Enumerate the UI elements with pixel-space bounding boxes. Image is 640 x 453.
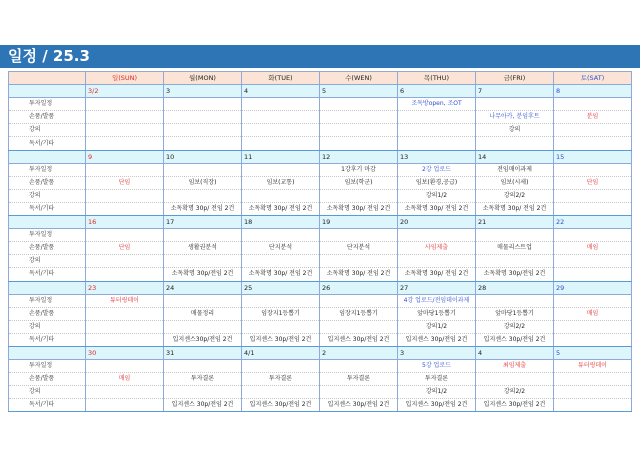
schedule-row: [9, 124, 632, 137]
schedule-cell: 입지센스 30p/전임 2건: [476, 399, 554, 412]
weekday-header-row: [9, 72, 632, 85]
row-label: 투자일정: [9, 360, 86, 373]
schedule-row: [9, 242, 632, 255]
schedule-cell: [554, 202, 632, 215]
date-cell: 12: [320, 150, 398, 163]
schedule-cell: [320, 386, 398, 399]
weekday-header: 금(FRI): [476, 72, 554, 85]
date-cell: 5: [320, 85, 398, 98]
schedule-cell: 단임: [86, 176, 164, 189]
schedule-cell: 임보(환경,공급): [398, 176, 476, 189]
schedule-cell: [320, 229, 398, 242]
row-label: 투자일정: [9, 294, 86, 307]
schedule-cell: [242, 229, 320, 242]
date-cell: 18: [242, 216, 320, 229]
schedule-cell: 매임: [554, 242, 632, 255]
schedule-cell: [164, 255, 242, 268]
schedule-cell: 튜터링데이: [86, 294, 164, 307]
date-cell: 19: [320, 216, 398, 229]
date-cell: 24: [164, 281, 242, 294]
schedule-cell: 단지분석: [242, 242, 320, 255]
schedule-cell: [86, 320, 164, 333]
schedule-cell: [86, 124, 164, 137]
date-row-label: [9, 281, 86, 294]
date-cell: 3: [164, 85, 242, 98]
schedule-cell: [320, 137, 398, 150]
row-label: 손품/발품: [9, 242, 86, 255]
schedule-cell: 단임: [554, 176, 632, 189]
schedule-cell: 임보(직장): [164, 176, 242, 189]
schedule-cell: [164, 98, 242, 111]
schedule-cell: [320, 98, 398, 111]
schedule-cell: 매물정리: [164, 307, 242, 320]
schedule-cell: [320, 111, 398, 124]
schedule-cell: 매임: [86, 373, 164, 386]
schedule-cell: [164, 320, 242, 333]
schedule-cell: [554, 255, 632, 268]
date-cell: 4: [242, 85, 320, 98]
schedule-cell: [554, 98, 632, 111]
schedule-cell: [476, 294, 554, 307]
schedule-cell: [242, 163, 320, 176]
schedule-cell: [164, 294, 242, 307]
schedule-row: [9, 137, 632, 150]
schedule-cell: 소독확명 30p/전임 2건: [476, 268, 554, 281]
schedule-cell: 4강 업로드/전임데이과제: [398, 294, 476, 307]
header-corner: [9, 72, 86, 85]
date-cell: 4/1: [242, 346, 320, 359]
schedule-cell: 임보(시세): [476, 176, 554, 189]
schedule-row: [9, 176, 632, 189]
schedule-cell: 투자결론: [398, 373, 476, 386]
schedule-cell: 소독확명 30p/ 전임 2건: [242, 268, 320, 281]
schedule-cell: [476, 98, 554, 111]
schedule-cell: 1강후기 마감: [320, 163, 398, 176]
schedule-cell: 투자결론: [242, 373, 320, 386]
schedule-cell: 임장지1등뽑기: [242, 307, 320, 320]
date-cell: 3/2: [86, 85, 164, 98]
schedule-cell: [320, 189, 398, 202]
schedule-cell: 소독확명 30p/ 전임 2건: [164, 202, 242, 215]
schedule-calendar: [8, 71, 632, 412]
schedule-cell: [320, 294, 398, 307]
date-cell: 8: [554, 85, 632, 98]
schedule-cell: [320, 320, 398, 333]
date-row-label: [9, 85, 86, 98]
row-label: 투자일정: [9, 98, 86, 111]
date-cell: 11: [242, 150, 320, 163]
schedule-row: [9, 320, 632, 333]
date-row-label: [9, 216, 86, 229]
weekday-header: 목(THU): [398, 72, 476, 85]
schedule-cell: 입지센스 30p/전임 2건: [398, 399, 476, 412]
schedule-cell: [320, 360, 398, 373]
schedule-cell: 강의2/2: [476, 189, 554, 202]
schedule-cell: [476, 255, 554, 268]
schedule-cell: [164, 386, 242, 399]
schedule-cell: 입지센스 30p/전임 2건: [398, 333, 476, 346]
schedule-row: [9, 333, 632, 346]
schedule-cell: [554, 163, 632, 176]
schedule-cell: 입지센스 30p/전임 2건: [320, 333, 398, 346]
date-cell: 16: [86, 216, 164, 229]
row-label: 독서/기타: [9, 399, 86, 412]
schedule-row: [9, 189, 632, 202]
schedule-row: [9, 163, 632, 176]
schedule-cell: [476, 229, 554, 242]
schedule-cell: 입지센스 30p/전임 2건: [320, 399, 398, 412]
schedule-cell: [164, 229, 242, 242]
schedule-cell: 최임제출: [476, 360, 554, 373]
schedule-cell: 강의2/2: [476, 320, 554, 333]
schedule-cell: 매물리스트업: [476, 242, 554, 255]
schedule-cell: [476, 373, 554, 386]
weekday-header: 일(SUN): [86, 72, 164, 85]
title-bar: [0, 45, 640, 68]
schedule-cell: [86, 268, 164, 281]
schedule-row: [9, 98, 632, 111]
weekday-header: 토(SAT): [554, 72, 632, 85]
schedule-cell: 임보(교통): [242, 176, 320, 189]
date-cell: 10: [164, 150, 242, 163]
date-cell: 31: [164, 346, 242, 359]
schedule-cell: 강의1/2: [398, 189, 476, 202]
row-label: 강의: [9, 255, 86, 268]
schedule-cell: [320, 124, 398, 137]
row-label: 독서/기타: [9, 333, 86, 346]
date-cell: 22: [554, 216, 632, 229]
schedule-cell: 나무아카, 분임후트: [476, 111, 554, 124]
date-cell: 3: [398, 346, 476, 359]
date-cell: 13: [398, 150, 476, 163]
schedule-cell: 2강 업로드: [398, 163, 476, 176]
schedule-cell: 튜터링데이: [554, 360, 632, 373]
schedule-cell: 5강 업로드: [398, 360, 476, 373]
row-label: 강의: [9, 386, 86, 399]
date-cell: 5: [554, 346, 632, 359]
schedule-cell: [554, 399, 632, 412]
schedule-cell: [554, 189, 632, 202]
date-cell: 27: [398, 281, 476, 294]
schedule-cell: 생활권분석: [164, 242, 242, 255]
schedule-cell: [398, 229, 476, 242]
schedule-row: [9, 294, 632, 307]
schedule-cell: [242, 124, 320, 137]
schedule-cell: [86, 163, 164, 176]
row-label: 강의: [9, 189, 86, 202]
schedule-cell: 입지센스 30p/전임 2건: [242, 333, 320, 346]
date-cell: 30: [86, 346, 164, 359]
schedule-cell: 분임: [554, 111, 632, 124]
schedule-cell: [242, 386, 320, 399]
schedule-cell: [398, 111, 476, 124]
row-label: 투자일정: [9, 163, 86, 176]
schedule-cell: [554, 268, 632, 281]
schedule-row: [9, 399, 632, 412]
week-date-row: [9, 346, 632, 359]
date-cell: 14: [476, 150, 554, 163]
schedule-cell: [554, 137, 632, 150]
schedule-cell: [164, 360, 242, 373]
date-cell: 2: [320, 346, 398, 359]
schedule-cell: 입지센스30p/전임 2건: [164, 333, 242, 346]
schedule-row: [9, 111, 632, 124]
schedule-cell: [86, 189, 164, 202]
schedule-row: [9, 268, 632, 281]
schedule-cell: [476, 137, 554, 150]
schedule-cell: 입지센스 30p/전임 2건: [242, 399, 320, 412]
schedule-cell: 소독확명 30p/ 전임 2건: [476, 202, 554, 215]
schedule-cell: 입지센스 30p/전임 2건: [164, 399, 242, 412]
schedule-cell: [242, 189, 320, 202]
week-date-row: [9, 150, 632, 163]
date-cell: 15: [554, 150, 632, 163]
date-cell: 17: [164, 216, 242, 229]
schedule-cell: 소독확명 30p/ 전임 2건: [320, 202, 398, 215]
date-cell: 25: [242, 281, 320, 294]
schedule-cell: [554, 333, 632, 346]
date-cell: 23: [86, 281, 164, 294]
schedule-cell: [86, 307, 164, 320]
schedule-cell: [554, 229, 632, 242]
schedule-cell: 사임제출: [398, 242, 476, 255]
schedule-cell: 소독확명 30p/ 전임 2건: [398, 268, 476, 281]
schedule-row: [9, 360, 632, 373]
schedule-cell: [398, 137, 476, 150]
schedule-cell: [554, 320, 632, 333]
date-cell: 26: [320, 281, 398, 294]
schedule-cell: [242, 98, 320, 111]
schedule-cell: 소독확명 30p/전임 2건: [164, 268, 242, 281]
schedule-cell: 소독확명 30p/ 전임 2건: [242, 202, 320, 215]
schedule-cell: [554, 386, 632, 399]
schedule-cell: 투자결론: [164, 373, 242, 386]
schedule-cell: [242, 137, 320, 150]
date-row-label: [9, 346, 86, 359]
schedule-cell: [164, 137, 242, 150]
schedule-cell: [86, 333, 164, 346]
schedule-cell: [242, 111, 320, 124]
row-label: 손품/발품: [9, 176, 86, 189]
date-cell: 4: [476, 346, 554, 359]
weekday-header: 월(MON): [164, 72, 242, 85]
schedule-cell: [242, 360, 320, 373]
schedule-row: [9, 229, 632, 242]
schedule-cell: 단지분석: [320, 242, 398, 255]
schedule-cell: 앞마당1등뽑기: [476, 307, 554, 320]
schedule-cell: 임보(학군): [320, 176, 398, 189]
schedule-cell: [164, 124, 242, 137]
schedule-cell: [242, 320, 320, 333]
weekday-header: 수(WEN): [320, 72, 398, 85]
week-date-row: [9, 85, 632, 98]
schedule-cell: 매임: [554, 307, 632, 320]
date-cell: 28: [476, 281, 554, 294]
week-date-row: [9, 281, 632, 294]
date-cell: 29: [554, 281, 632, 294]
schedule-cell: [86, 202, 164, 215]
schedule-cell: [554, 124, 632, 137]
schedule-cell: 강의1/2: [398, 320, 476, 333]
schedule-cell: [554, 294, 632, 307]
schedule-row: [9, 255, 632, 268]
schedule-cell: [554, 373, 632, 386]
date-row-label: [9, 150, 86, 163]
schedule-row: [9, 307, 632, 320]
date-cell: 21: [476, 216, 554, 229]
date-cell: 9: [86, 150, 164, 163]
schedule-cell: [86, 98, 164, 111]
schedule-cell: 임장지1등뽑기: [320, 307, 398, 320]
schedule-cell: 강의1/2: [398, 386, 476, 399]
schedule-cell: [86, 399, 164, 412]
schedule-cell: 조독방open, 조OT: [398, 98, 476, 111]
schedule-cell: 투자결론: [320, 373, 398, 386]
row-label: 손품/발품: [9, 373, 86, 386]
schedule-cell: 소독확명 30p/ 전임 2건: [320, 268, 398, 281]
schedule-cell: [86, 255, 164, 268]
schedule-cell: [398, 124, 476, 137]
schedule-cell: [86, 386, 164, 399]
date-cell: 20: [398, 216, 476, 229]
schedule-cell: 강의2/2: [476, 386, 554, 399]
schedule-cell: [86, 137, 164, 150]
schedule-cell: 단임: [86, 242, 164, 255]
schedule-cell: [86, 229, 164, 242]
schedule-cell: [164, 163, 242, 176]
row-label: 강의: [9, 320, 86, 333]
date-cell: 7: [476, 85, 554, 98]
schedule-cell: [86, 111, 164, 124]
schedule-cell: 입지센스 30p/전임 2건: [476, 333, 554, 346]
week-date-row: [9, 216, 632, 229]
schedule-row: [9, 373, 632, 386]
schedule-cell: [398, 255, 476, 268]
schedule-cell: [242, 294, 320, 307]
schedule-cell: 전임매이과제: [476, 163, 554, 176]
schedule-row: [9, 202, 632, 215]
schedule-cell: [164, 111, 242, 124]
row-label: 손품/발품: [9, 307, 86, 320]
row-label: 손품/발품: [9, 111, 86, 124]
schedule-cell: 소독확명 30p/ 전임 2건: [398, 202, 476, 215]
schedule-cell: [320, 255, 398, 268]
weekday-header: 화(TUE): [242, 72, 320, 85]
schedule-cell: [86, 360, 164, 373]
row-label: 독서/기타: [9, 268, 86, 281]
schedule-row: [9, 386, 632, 399]
schedule-cell: [164, 189, 242, 202]
schedule-cell: 강의: [476, 124, 554, 137]
schedule-cell: [242, 255, 320, 268]
row-label: 독서/기타: [9, 202, 86, 215]
date-cell: 6: [398, 85, 476, 98]
row-label: 강의: [9, 124, 86, 137]
row-label: 독서/기타: [9, 137, 86, 150]
row-label: 투자일정: [9, 229, 86, 242]
schedule-cell: 앞마당1등뽑기: [398, 307, 476, 320]
page-title: 일정 / 25.3: [8, 47, 90, 65]
